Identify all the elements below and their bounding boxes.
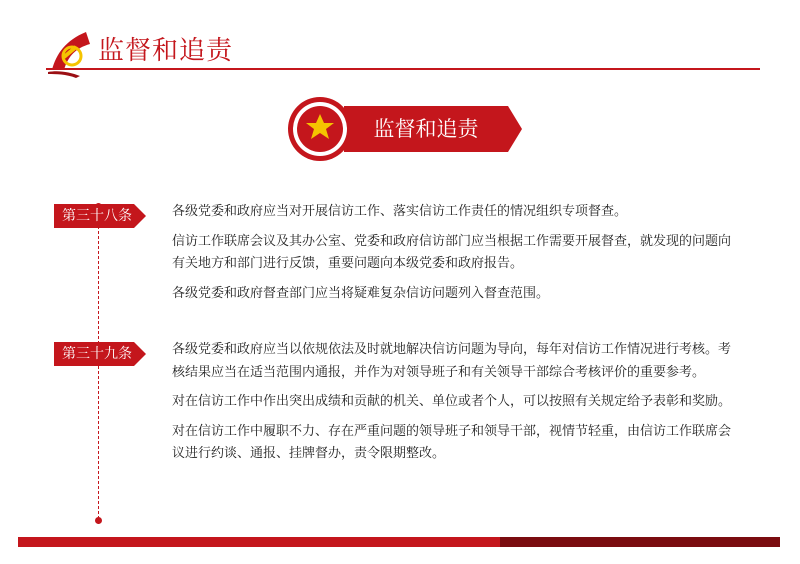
footer-bar — [18, 537, 500, 547]
article-38-paragraph: 各级党委和政府应当对开展信访工作、落实信访工作责任的情况组织专项督查。 — [172, 204, 628, 219]
article-39-paragraph: 对在信访工作中履职不力、存在严重问题的领导班子和领导干部，视情节轻重，由信访工作联席会议进行约谈、通报、挂牌督办，责令限期整改。 — [172, 423, 732, 461]
footer-bar-accent — [500, 537, 780, 547]
article-39-tag: 第三十九条 — [54, 342, 134, 366]
page-title: 监督和追责 — [98, 36, 234, 66]
hammer-sickle-flag-logo — [46, 26, 94, 78]
banner-title: 监督和追责 — [373, 117, 479, 141]
header-divider — [46, 68, 760, 70]
article-38-paragraph: 各级党委和政府督查部门应当将疑难复杂信访问题列入督查范围。 — [172, 285, 550, 301]
article-38-paragraph: 信访工作联席会议及其办公室、党委和政府信访部门应当根据工作需要开展督查，就发现的问题向有关地方和部门进行反馈，重要问题向本级党委和政府报告。 — [172, 233, 732, 271]
article-39-paragraph: 对在信访工作中作出突出成绩和贡献的机关、单位或者个人，可以按照有关规定给予表彰和奖励。 — [172, 394, 732, 409]
article-38-body — [172, 201, 732, 312]
article-38-tag: 第三十八条 — [54, 204, 134, 228]
article-39-paragraph: 各级党委和政府应当以依规依法及时就地解决信访问题为导向，每年对信访工作情况进行考核。考核结果应当在适当范围内通报，并作为对领导班子和有关领导干部综合考核评价的重要参考。 — [172, 342, 732, 380]
timeline-dot — [95, 517, 102, 524]
article-39-body — [172, 339, 732, 473]
